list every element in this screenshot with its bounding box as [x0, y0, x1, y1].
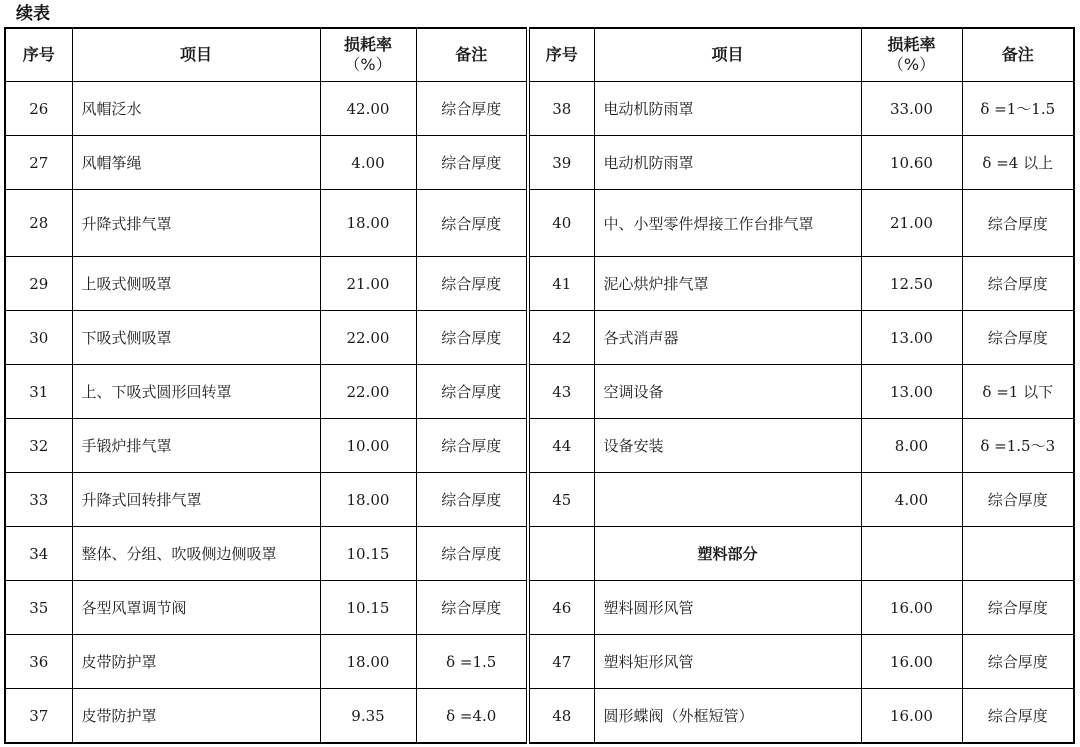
row-no: 36: [5, 635, 72, 689]
row-note: 综合厚度: [416, 136, 528, 190]
row-no-right: 46: [528, 581, 594, 635]
header-no: 序号: [5, 28, 72, 82]
table-row: [5, 527, 1074, 581]
row-rate: 21.00: [320, 257, 416, 311]
row-rate: 10.15: [320, 527, 416, 581]
row-rate-right: 16.00: [861, 581, 962, 635]
row-item-right: 圆形蝶阀（外框短管）: [594, 689, 861, 744]
row-no: 35: [5, 581, 72, 635]
row-item: 上、下吸式圆形回转罩: [72, 365, 320, 419]
row-no: 29: [5, 257, 72, 311]
row-note-right: 综合厚度: [962, 689, 1074, 744]
header-rate-label-right: 损耗率: [887, 35, 936, 54]
row-rate: 4.00: [320, 136, 416, 190]
row-rate: 10.00: [320, 419, 416, 473]
row-note: δ =4.0: [416, 689, 528, 744]
row-no: 34: [5, 527, 72, 581]
row-item-right: 电动机防雨罩: [594, 136, 861, 190]
loss-rate-table: [4, 27, 1075, 744]
header-item: 项目: [72, 28, 320, 82]
row-note: 综合厚度: [416, 419, 528, 473]
row-note-right: 综合厚度: [962, 581, 1074, 635]
header-rate-unit-right: （%）: [887, 55, 936, 74]
row-item: 风帽筝绳: [72, 136, 320, 190]
row-no-right: [528, 527, 594, 581]
table-row: [5, 689, 1074, 744]
row-item: 风帽泛水: [72, 82, 320, 136]
row-note-right: δ =1 以下: [962, 365, 1074, 419]
row-note-right: δ =4 以上: [962, 136, 1074, 190]
table-row: [5, 635, 1074, 689]
row-rate: 22.00: [320, 365, 416, 419]
row-note-right: 综合厚度: [962, 311, 1074, 365]
row-no-right: 40: [528, 190, 594, 257]
row-item-right: [594, 473, 861, 527]
table-row: [5, 257, 1074, 311]
row-item-right: 设备安装: [594, 419, 861, 473]
header-row: [5, 28, 1074, 82]
row-no-right: 42: [528, 311, 594, 365]
row-no-right: 38: [528, 82, 594, 136]
row-no: 28: [5, 190, 72, 257]
row-note-right: 综合厚度: [962, 473, 1074, 527]
row-note: δ =1.5: [416, 635, 528, 689]
row-note-right: 综合厚度: [962, 257, 1074, 311]
row-item: 手锻炉排气罩: [72, 419, 320, 473]
row-rate: 10.15: [320, 581, 416, 635]
header-rate: [320, 28, 416, 82]
header-rate-label: 损耗率: [343, 35, 392, 54]
row-no: 30: [5, 311, 72, 365]
row-no-right: 47: [528, 635, 594, 689]
row-rate-right: [861, 527, 962, 581]
row-rate-right: 33.00: [861, 82, 962, 136]
row-no-right: 41: [528, 257, 594, 311]
row-rate-right: 12.50: [861, 257, 962, 311]
row-note-right: [962, 527, 1074, 581]
row-no-right: 43: [528, 365, 594, 419]
row-no-right: 45: [528, 473, 594, 527]
row-item-right: 空调设备: [594, 365, 861, 419]
row-note: 综合厚度: [416, 190, 528, 257]
row-rate: 42.00: [320, 82, 416, 136]
row-note-right: 综合厚度: [962, 635, 1074, 689]
row-no: 37: [5, 689, 72, 744]
row-no: 33: [5, 473, 72, 527]
table-row: [5, 581, 1074, 635]
header-rate-right: [861, 28, 962, 82]
row-item-right: 各式消声器: [594, 311, 861, 365]
row-no: 32: [5, 419, 72, 473]
header-rate-unit: （%）: [344, 55, 392, 74]
row-rate-right: 13.00: [861, 365, 962, 419]
table-row: [5, 82, 1074, 136]
table-caption: 续表: [16, 4, 50, 24]
row-item-right: 电动机防雨罩: [594, 82, 861, 136]
row-item: 整体、分组、吹吸侧边侧吸罩: [72, 527, 320, 581]
row-note: 综合厚度: [416, 257, 528, 311]
row-note-right: 综合厚度: [962, 190, 1074, 257]
row-rate: 18.00: [320, 190, 416, 257]
row-rate: 9.35: [320, 689, 416, 744]
row-rate: 22.00: [320, 311, 416, 365]
row-item-right: 塑料矩形风管: [594, 635, 861, 689]
row-item: 各型风罩调节阀: [72, 581, 320, 635]
section-heading: 塑料部分: [594, 527, 861, 581]
row-note: 综合厚度: [416, 473, 528, 527]
row-item: 皮带防护罩: [72, 689, 320, 744]
row-note-right: δ =1.5～3: [962, 419, 1074, 473]
row-no: 31: [5, 365, 72, 419]
row-item-right: 中、小型零件焊接工作台排气罩: [594, 190, 861, 257]
table-row: [5, 419, 1074, 473]
row-no-right: 39: [528, 136, 594, 190]
row-item-right: 塑料圆形风管: [594, 581, 861, 635]
table-row: [5, 473, 1074, 527]
row-item: 皮带防护罩: [72, 635, 320, 689]
header-note: 备注: [416, 28, 528, 82]
row-note-right: δ =1～1.5: [962, 82, 1074, 136]
row-no-right: 48: [528, 689, 594, 744]
row-note: 综合厚度: [416, 581, 528, 635]
row-rate-right: 21.00: [861, 190, 962, 257]
row-rate-right: 4.00: [861, 473, 962, 527]
row-rate-right: 10.60: [861, 136, 962, 190]
table-row: [5, 190, 1074, 257]
row-note: 综合厚度: [416, 82, 528, 136]
row-item: 升降式回转排气罩: [72, 473, 320, 527]
table-row: [5, 311, 1074, 365]
row-no-right: 44: [528, 419, 594, 473]
header-no-right: 序号: [528, 28, 594, 82]
row-rate-right: 8.00: [861, 419, 962, 473]
row-no: 26: [5, 82, 72, 136]
row-note: 综合厚度: [416, 311, 528, 365]
row-item: 下吸式侧吸罩: [72, 311, 320, 365]
row-rate-right: 16.00: [861, 689, 962, 744]
header-note-right: 备注: [962, 28, 1074, 82]
header-item-right: 项目: [594, 28, 861, 82]
row-item: 升降式排气罩: [72, 190, 320, 257]
row-note: 综合厚度: [416, 527, 528, 581]
row-no: 27: [5, 136, 72, 190]
row-rate-right: 16.00: [861, 635, 962, 689]
row-item-right: 泥心烘炉排气罩: [594, 257, 861, 311]
row-rate: 18.00: [320, 473, 416, 527]
row-note: 综合厚度: [416, 365, 528, 419]
row-rate-right: 13.00: [861, 311, 962, 365]
table-row: [5, 365, 1074, 419]
table-row: [5, 136, 1074, 190]
row-rate: 18.00: [320, 635, 416, 689]
row-item: 上吸式侧吸罩: [72, 257, 320, 311]
